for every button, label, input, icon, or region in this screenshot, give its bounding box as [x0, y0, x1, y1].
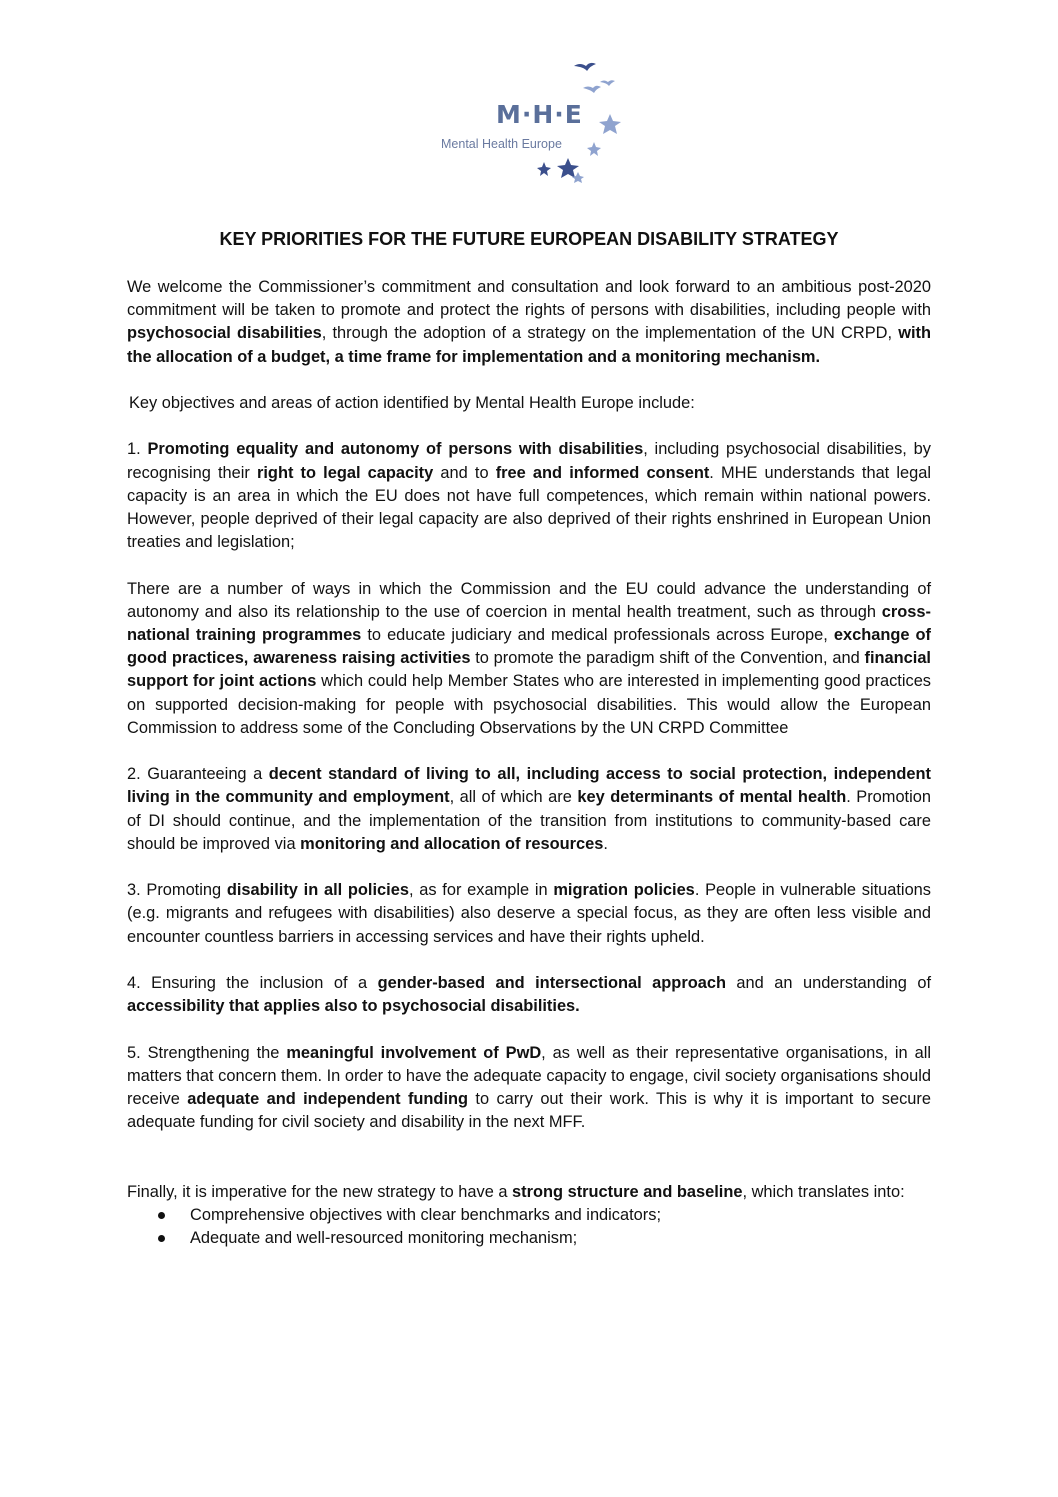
- bold-run: accessibility that applies also to psychosocial disabilities.: [127, 997, 580, 1016]
- text-run: to educate judiciary and medical professionals across Europe,: [361, 626, 834, 644]
- text-run: .: [603, 834, 608, 853]
- priority-4: [127, 972, 931, 1018]
- bold-run: strong structure and baseline: [512, 1182, 743, 1201]
- bold-run: monitoring and allocation of resources: [300, 834, 604, 853]
- bold-run: key determinants of mental health: [577, 788, 847, 807]
- bold-run: free and informed consent: [495, 463, 710, 482]
- bullet-list: [127, 1204, 931, 1250]
- priority-1-detail: [127, 578, 931, 740]
- bold-run: cross-national training programmes: [127, 602, 931, 644]
- text-run: 5. Strengthening the: [127, 1043, 287, 1062]
- text-run: to carry out their work. This is why it is important to secure adequate funding for civil society and disability in the next MFF.: [127, 1090, 931, 1132]
- text-run: We welcome the Commissioner’s commitment and consultation and look forward to an ambitious post-2020 commitment will be taken to promote and protect the rights of persons with disabilities, including people with: [127, 278, 931, 320]
- text-run: 4. Ensuring the inclusion of a: [127, 974, 378, 992]
- bold-run: disability in all policies: [226, 881, 409, 900]
- bold-run: financial support for joint actions: [127, 649, 931, 691]
- bold-run: meaningful involvement of PwD: [286, 1043, 542, 1062]
- text-run: . Promotion of DI should continue, and the implementation of the transition from institutions to community-based care should be improved via: [127, 788, 931, 853]
- list-item-text: Adequate and well-resourced monitoring mechanism;: [190, 1229, 578, 1248]
- text-run: There are a number of ways in which the Commission and the EU could advance the understanding of autonomy and also its relationship to the use of coercion in mental health treatment, such as through: [127, 579, 931, 621]
- text-run: , as well as their representative organisations, in all matters that concern them. In order to have the adequate capacity to engage, civil society organisations should receive: [127, 1043, 931, 1108]
- text-run: Finally, it is imperative for the new strategy to have a: [127, 1182, 513, 1201]
- text-run: and to: [433, 463, 496, 482]
- text-run: , through the adoption of a strategy on the implementation of the UN CRPD,: [321, 324, 899, 343]
- document-body: [127, 276, 931, 1250]
- objectives-intro: Key objectives and areas of action identified by Mental Health Europe include:: [129, 394, 695, 412]
- logo-mark-text: M·H·E: [496, 100, 583, 129]
- bold-run: migration policies: [553, 881, 695, 900]
- text-run: , as for example in: [408, 881, 554, 900]
- text-run: 3. Promoting: [127, 881, 227, 900]
- closing-paragraph: [127, 1181, 931, 1204]
- bold-run: gender-based and intersectional approach: [377, 974, 726, 992]
- list-item-text: Comprehensive objectives with clear benchmarks and indicators;: [190, 1206, 661, 1224]
- mhe-logo: [440, 58, 630, 188]
- text-run: . MHE understands that legal capacity is an area in which the EU does not have full competences, which remain within national powers. However, people deprived of their legal capacity are also deprived of their rights enshrined in European Union treaties and legislation;: [127, 463, 932, 552]
- priority-3: [127, 879, 931, 949]
- bold-run: Promoting equality and autonomy of persons with disabilities: [147, 440, 644, 459]
- bold-run: with the allocation of a budget, a time frame for implementation and a monitoring mechanism.: [127, 324, 931, 366]
- intro-paragraph: [127, 276, 931, 369]
- text-run: which could help Member States who are interested in implementing good practices on supported decision-making for people with psychosocial disabilities. This would allow the European Commission to address some of the Concluding Observations by the UN CRPD Committee: [127, 672, 932, 737]
- bold-run: right to legal capacity: [257, 463, 434, 482]
- document-title: KEY PRIORITIES FOR THE FUTURE EUROPEAN DISABILITY STRATEGY: [219, 229, 839, 249]
- text-run: to promote the paradigm shift of the Convention, and: [470, 649, 865, 668]
- list-item: [127, 1227, 931, 1250]
- bullet-icon: [158, 1212, 165, 1219]
- text-run: 2. Guaranteeing a: [127, 765, 269, 784]
- bold-run: adequate and independent funding: [187, 1090, 469, 1108]
- text-run: , which translates into:: [742, 1182, 905, 1201]
- text-run: . People in vulnerable situations (e.g. migrants and refugees with disabilities) also deserve a special focus, as they are often less visible and encounter countless barriers in accessing services and have their rights upheld.: [127, 881, 931, 946]
- list-item: [127, 1204, 931, 1227]
- priority-1: [127, 438, 931, 554]
- priority-2: [127, 763, 931, 856]
- bullet-icon: [158, 1235, 165, 1242]
- bold-run: decent standard of living to all, including access to social protection, independent living in the community and employment: [127, 765, 932, 807]
- priority-5: [127, 1042, 931, 1135]
- text-run: , including psychosocial disabilities, by recognising their: [127, 440, 931, 482]
- text-run: , all of which are: [449, 788, 578, 807]
- text-run: and an understanding of: [725, 974, 931, 992]
- text-run: 1.: [127, 440, 148, 459]
- bold-run: exchange of good practices, awareness raising activities: [127, 626, 932, 668]
- bold-run: psychosocial disabilities: [127, 324, 322, 343]
- logo-subtitle: Mental Health Europe: [441, 137, 562, 151]
